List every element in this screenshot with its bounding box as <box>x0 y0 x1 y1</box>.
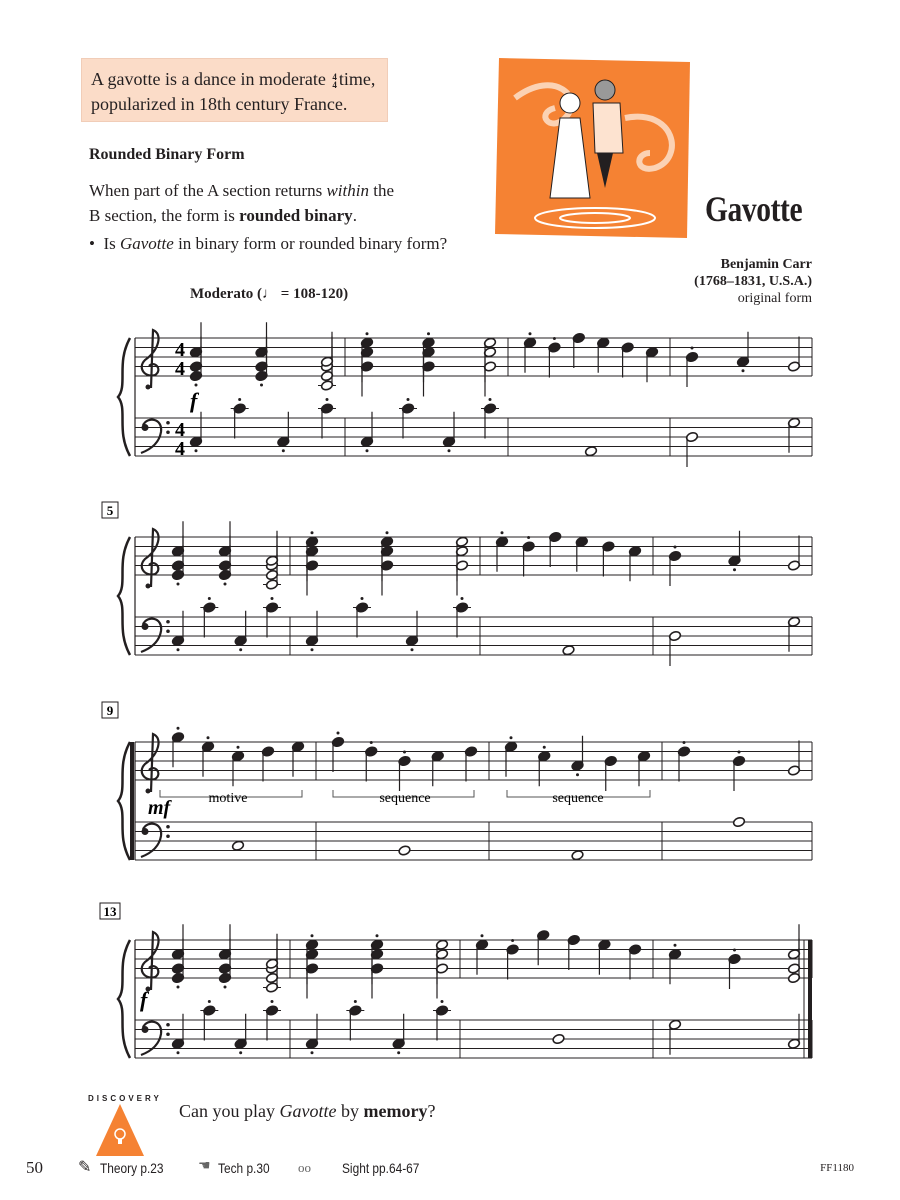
composer-dates: (1768–1831, U.S.A.) <box>694 274 812 289</box>
staccato-dot <box>311 648 314 651</box>
brace <box>118 940 130 1058</box>
intro-text: A gavotte is a dance in moderate <box>91 69 326 89</box>
dynamic-forte: f <box>140 987 148 1012</box>
staccato-dot <box>177 986 180 989</box>
tech-reference: Tech p.30 <box>218 1160 270 1176</box>
repeat-bar <box>130 742 134 860</box>
staccato-dot <box>738 751 741 754</box>
staccato-dot <box>461 597 464 600</box>
staccato-dot <box>441 1000 444 1003</box>
staccato-dot <box>177 1051 180 1054</box>
staccato-dot <box>683 741 686 744</box>
treble-clef-icon <box>146 789 151 794</box>
bass-clef-dot <box>166 1023 170 1027</box>
staccato-dot <box>311 934 314 937</box>
brace <box>118 742 130 860</box>
dynamic-forte: f <box>190 388 198 413</box>
staccato-dot <box>311 531 314 534</box>
glasses-icon: oo <box>298 1160 311 1175</box>
note-head <box>584 446 597 457</box>
brace <box>118 338 130 456</box>
staccato-dot <box>311 1051 314 1054</box>
staccato-dot <box>177 583 180 586</box>
dynamic-mezzo-forte: mf <box>148 797 171 819</box>
staccato-dot <box>224 583 227 586</box>
section-heading: Rounded Binary Form <box>89 146 245 163</box>
staccato-dot <box>224 986 227 989</box>
staccato-dot <box>238 398 241 401</box>
bass-clef-icon <box>141 420 161 453</box>
sight-reference: Sight pp.64-67 <box>342 1160 420 1176</box>
staccato-dot <box>177 648 180 651</box>
staccato-dot <box>271 597 274 600</box>
staccato-dot <box>529 332 532 335</box>
form-description: When part of the A section returns within the B section, the form is rounded binary. <box>89 181 395 225</box>
staccato-dot <box>239 1051 242 1054</box>
sequence-label: sequence <box>552 791 604 806</box>
staccato-dot <box>376 934 379 937</box>
note-head <box>552 1033 565 1044</box>
motive-label: motive <box>208 791 248 806</box>
bass-clef-icon <box>141 824 161 857</box>
bass-clef-icon <box>141 1022 161 1055</box>
pencil-icon: ✎ <box>78 1159 92 1176</box>
staccato-dot <box>448 449 451 452</box>
staccato-dot <box>282 449 285 452</box>
staccato-dot <box>510 736 513 739</box>
treble-clef-icon <box>146 385 151 390</box>
bass-clef-dot <box>166 620 170 624</box>
staccato-dot <box>481 934 484 937</box>
treble-clef-icon <box>142 529 159 587</box>
staccato-dot <box>237 746 240 749</box>
staccato-dot <box>501 531 504 534</box>
edition-note: original form <box>737 291 812 306</box>
intro-text-end: time, <box>338 69 376 89</box>
staccato-dot <box>195 384 198 387</box>
time-signature: 4 <box>175 339 185 361</box>
composer-name: Benjamin Carr <box>720 257 812 272</box>
bass-clef-dot <box>166 834 170 838</box>
staccato-dot <box>208 1000 211 1003</box>
question: • Is Gavotte in binary form or rounded binary form? <box>89 234 448 253</box>
staccato-dot <box>411 648 414 651</box>
time-signature: 4 <box>175 358 185 380</box>
staccato-dot <box>427 332 430 335</box>
measure-number: 5 <box>106 503 114 518</box>
staccato-dot <box>742 369 745 372</box>
staccato-dot <box>576 773 579 776</box>
staccato-dot <box>543 746 546 749</box>
staccato-dot <box>177 727 180 730</box>
staccato-dot <box>366 332 369 335</box>
treble-clef-icon <box>142 932 159 990</box>
staccato-dot <box>674 546 677 549</box>
measure-number: 13 <box>103 904 117 919</box>
sequence-label: sequence <box>379 791 431 806</box>
staccato-dot <box>337 732 340 735</box>
bass-clef-dot <box>166 430 170 434</box>
time-signature: 4 <box>175 438 185 460</box>
catalog-code: FF1180 <box>820 1162 854 1174</box>
staccato-dot <box>361 597 364 600</box>
staccato-dot <box>260 384 263 387</box>
hand-icon: ☚ <box>198 1159 211 1174</box>
staccato-dot <box>239 648 242 651</box>
note-head <box>562 645 575 656</box>
intro-text-2: popularized in 18th century France. <box>91 94 348 114</box>
staccato-dot <box>489 398 492 401</box>
staccato-dot <box>553 337 556 340</box>
staccato-dot <box>195 449 198 452</box>
staccato-dot <box>326 398 329 401</box>
treble-clef-icon <box>142 734 159 792</box>
staccato-dot <box>674 944 677 947</box>
bass-clef-dot <box>166 1032 170 1036</box>
staccato-dot <box>733 949 736 952</box>
staccato-dot <box>370 741 373 744</box>
discovery-question: Can you play Gavotte by memory? <box>179 1101 436 1121</box>
bass-clef-dot <box>166 629 170 633</box>
treble-clef-icon <box>146 584 151 589</box>
brace <box>118 537 130 655</box>
staccato-dot <box>354 1000 357 1003</box>
time-signature: 4 4 <box>332 71 337 90</box>
discovery-lightbulb-icon <box>88 1094 172 1164</box>
staccato-dot <box>691 347 694 350</box>
staccato-dot <box>733 568 736 571</box>
time-signature: 4 <box>175 419 185 441</box>
theory-reference: Theory p.23 <box>100 1160 164 1176</box>
bass-clef-dot <box>166 421 170 425</box>
piece-title: Gavotte <box>705 189 803 229</box>
discovery-label: DISCOVERY <box>88 1094 162 1103</box>
tempo-marking: Moderato (♩ = 108-120) <box>190 286 349 302</box>
staccato-dot <box>397 1051 400 1054</box>
page-number: 50 <box>26 1158 43 1177</box>
staccato-dot <box>207 736 210 739</box>
final-bar <box>808 940 812 1058</box>
note-head <box>231 840 244 851</box>
bass-clef-icon <box>141 619 161 652</box>
staccato-dot <box>366 449 369 452</box>
measure-number: 9 <box>106 703 114 718</box>
staccato-dot <box>386 531 389 534</box>
staccato-dot <box>407 398 410 401</box>
staccato-dot <box>208 597 211 600</box>
staccato-dot <box>527 536 530 539</box>
note-head <box>571 850 584 861</box>
treble-clef-icon <box>142 330 159 388</box>
note-head <box>398 845 411 856</box>
staccato-dot <box>403 751 406 754</box>
bass-clef-dot <box>166 825 170 829</box>
staccato-dot <box>271 1000 274 1003</box>
staccato-dot <box>511 939 514 942</box>
note-head <box>732 816 745 827</box>
